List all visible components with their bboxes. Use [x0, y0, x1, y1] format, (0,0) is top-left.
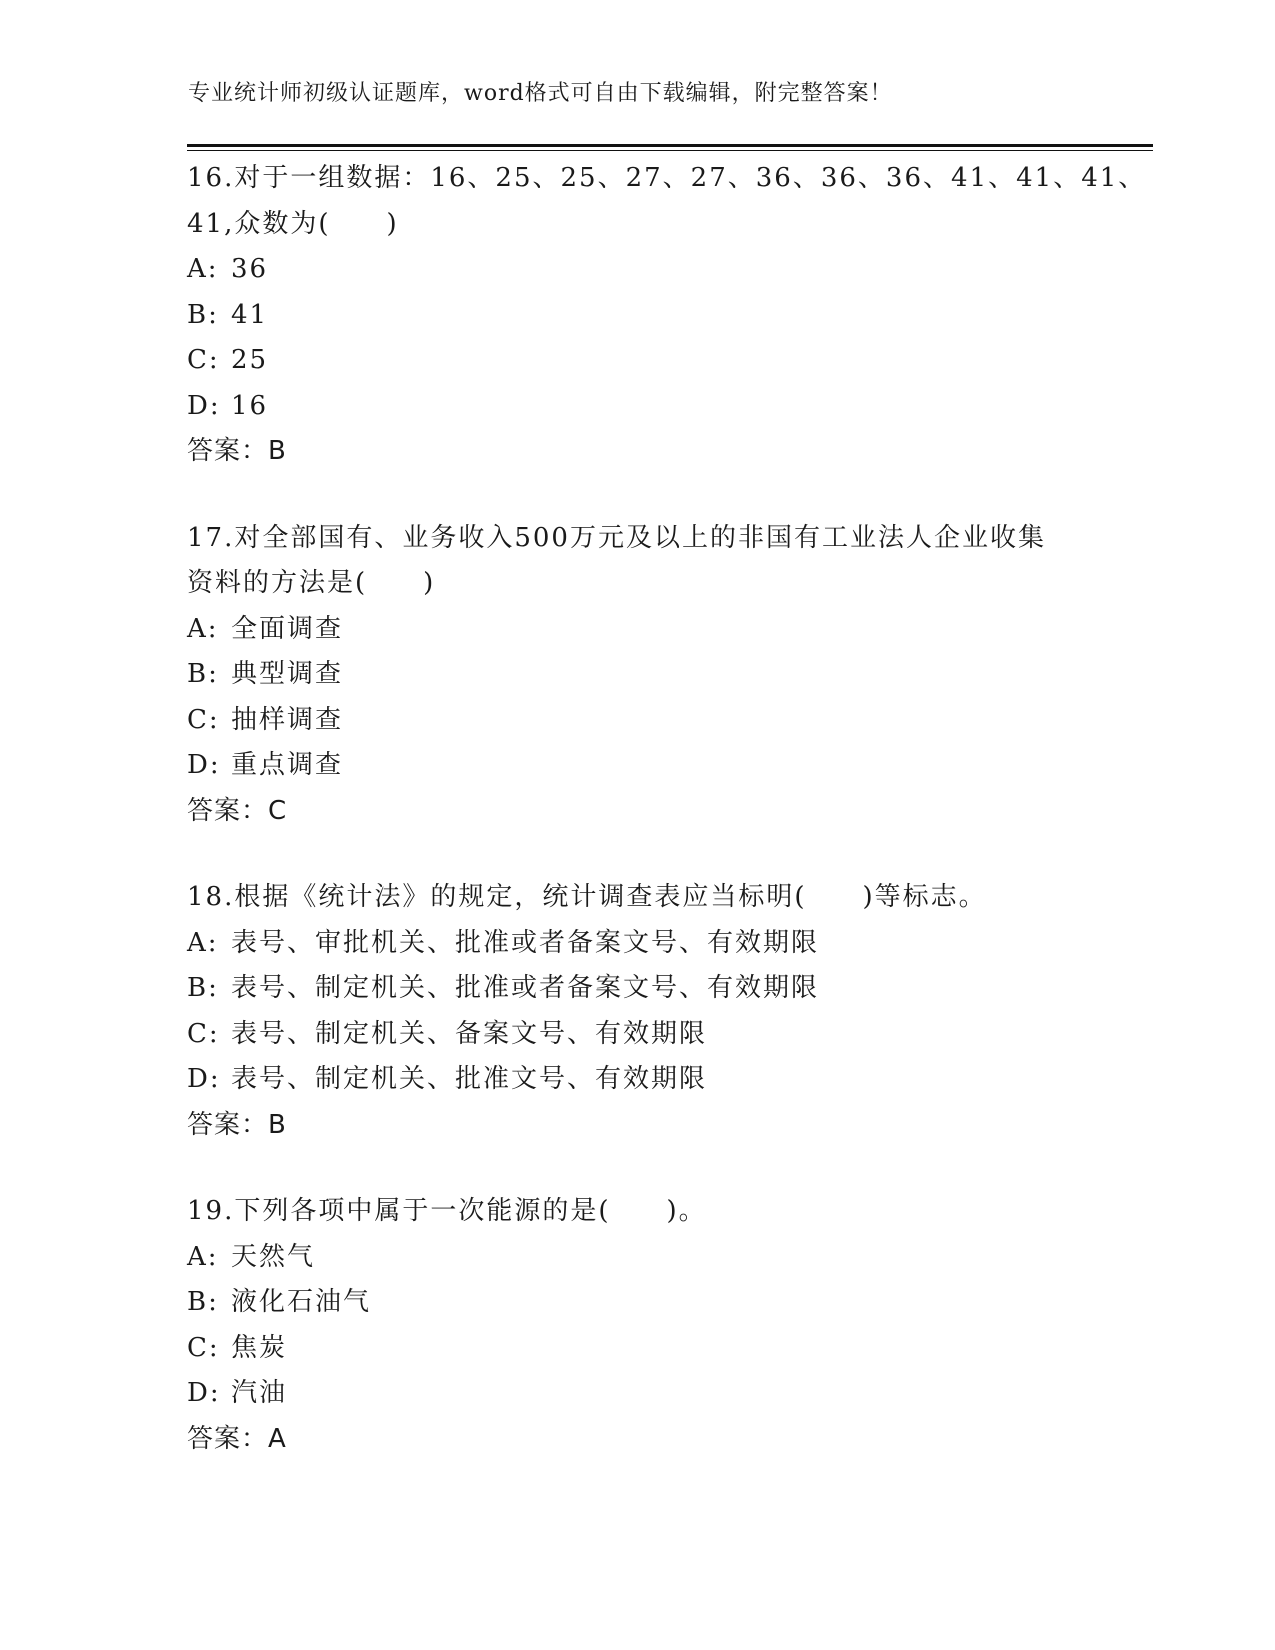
- option-text: 汽油: [231, 1378, 288, 1408]
- option-row: [187, 1235, 1107, 1281]
- option-letter: D:: [187, 1378, 221, 1408]
- answer-line: 答案：B: [187, 1109, 287, 1140]
- option-text: 全面调查: [231, 613, 344, 644]
- question-stem-line: 16.对于一组数据：16、25、25、27、27、36、36、36、41、41、41、: [187, 163, 1147, 193]
- option-row: [187, 1057, 1107, 1103]
- option-text: 焦炭: [231, 1332, 288, 1363]
- option-letter: C:: [187, 1332, 220, 1363]
- option-row: [187, 1326, 1107, 1372]
- option-letter: A:: [187, 613, 219, 644]
- question-stem-line: 18.根据《统计法》的规定，统计调查表应当标明( )等标志。: [187, 882, 987, 912]
- question-block: [187, 1189, 1107, 1462]
- option-row: [187, 247, 1107, 293]
- option-row: [187, 1280, 1107, 1326]
- option-letter: B:: [187, 659, 219, 689]
- option-letter: D:: [187, 1064, 221, 1094]
- option-letter: A:: [187, 254, 219, 284]
- option-text: 天然气: [231, 1241, 316, 1272]
- answer-line: 答案：B: [187, 436, 287, 466]
- option-row: [187, 293, 1107, 339]
- page-header-text: 专业统计师初级认证题库，word格式可自由下载编辑，附完整答案！: [188, 81, 893, 106]
- option-row: [187, 921, 1107, 967]
- option-text: 36: [231, 254, 269, 284]
- answer-line: 答案：A: [187, 1423, 287, 1454]
- option-letter: D:: [187, 390, 221, 421]
- question-stem-line: 19.下列各项中属于一次能源的是( )。: [187, 1196, 707, 1226]
- option-text: 表号、制定机关、批准文号、有效期限: [231, 1064, 708, 1094]
- option-row: [187, 743, 1107, 789]
- option-row: [187, 1371, 1107, 1417]
- option-text: 表号、审批机关、批准或者备案文号、有效期限: [231, 927, 820, 958]
- option-letter: B:: [187, 299, 219, 330]
- option-text: 液化石油气: [231, 1287, 372, 1317]
- option-text: 25: [231, 345, 269, 375]
- option-letter: B:: [187, 1287, 219, 1317]
- option-row: [187, 698, 1107, 744]
- option-letter: A:: [187, 927, 219, 958]
- option-letter: A:: [187, 1241, 219, 1272]
- question-block: [187, 516, 1107, 835]
- option-text: 41: [231, 299, 269, 330]
- option-row: [187, 338, 1107, 384]
- option-row: [187, 384, 1107, 430]
- header-rule-thin: [187, 150, 1153, 151]
- option-letter: C:: [187, 1018, 220, 1049]
- option-text: 典型调查: [231, 659, 344, 689]
- option-letter: C:: [187, 345, 220, 375]
- option-text: 重点调查: [231, 750, 344, 780]
- option-row: [187, 966, 1107, 1012]
- question-stem-line: 17.对全部国有、业务收入500万元及以上的非国有工业法人企业收集: [187, 522, 1046, 553]
- option-letter: D:: [187, 750, 221, 780]
- option-text: 抽样调查: [231, 704, 344, 735]
- option-row: [187, 607, 1107, 653]
- option-letter: C:: [187, 704, 220, 735]
- option-letter: B:: [187, 973, 219, 1003]
- answer-line: 答案：C: [187, 795, 288, 826]
- option-row: [187, 1012, 1107, 1058]
- question-block: [187, 156, 1147, 475]
- option-text: 表号、制定机关、备案文号、有效期限: [231, 1018, 708, 1049]
- question-block: [187, 875, 1107, 1148]
- question-stem-line: 41,众数为( ): [187, 208, 399, 239]
- option-text: 16: [231, 390, 269, 421]
- option-text: 表号、制定机关、批准或者备案文号、有效期限: [231, 973, 820, 1003]
- question-stem-line: 资料的方法是( ): [187, 568, 436, 598]
- question-list: [187, 156, 1147, 1462]
- header-rule-thick: [187, 144, 1153, 147]
- option-row: [187, 652, 1107, 698]
